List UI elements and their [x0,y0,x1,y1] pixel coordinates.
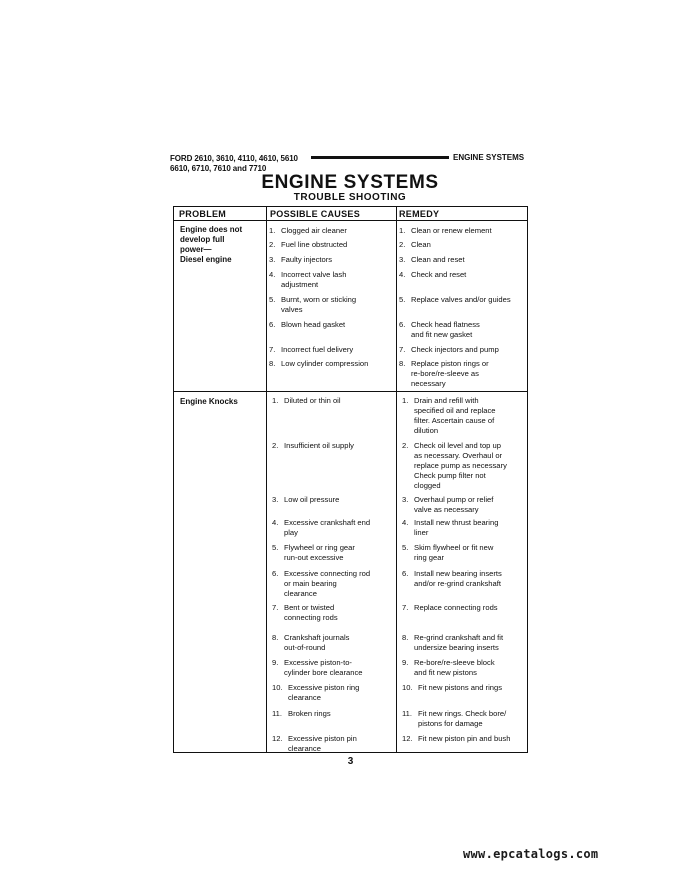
remedy-text: Clean or renew element [411,226,492,235]
header-row-divider [173,220,528,221]
remedy [402,633,503,653]
possible-cause [272,495,339,505]
remedy-number: 4. [399,270,406,279]
remedy-number: 8. [402,633,409,642]
possible-cause-text: Flywheel or ring gear run-out excessive [284,543,355,562]
possible-cause [272,441,354,451]
remedy [402,569,502,589]
remedy [399,226,492,236]
remedy-number: 3. [402,495,409,504]
possible-cause-number: 7. [269,345,276,354]
remedy-text: Fit new rings. Check bore/ pistons for damage [418,709,507,728]
possible-cause [269,359,368,369]
remedy-text: Install new thrust bearing liner [414,518,499,537]
remedy-text: Check oil level and top up as necessary. Overhaul or replace pump as necessary Check pump filter not clogged [414,441,507,490]
page-number: 3 [347,756,354,767]
page-subtitle: TROUBLE SHOOTING [293,192,407,203]
possible-cause-text: Excessive connecting rod or main bearing clearance [284,569,371,598]
remedy-text: Clean and reset [411,255,465,264]
possible-cause [269,270,346,290]
possible-cause-text: Fuel line obstructed [281,240,348,249]
remedy [399,359,489,389]
possible-cause [272,603,338,623]
possible-cause [272,709,331,719]
remedy-text: Replace connecting rods [414,603,498,612]
possible-cause-number: 7. [272,603,279,612]
possible-cause-number: 3. [272,495,279,504]
possible-cause [269,345,353,355]
remedy-text: Check and reset [411,270,467,279]
possible-cause-number: 8. [269,359,276,368]
possible-cause-text: Burnt, worn or sticking valves [281,295,357,314]
problem-label: Engine Knocks [180,397,238,406]
remedy-number: 12. [402,734,413,743]
remedy-text: Re-bore/re-sleeve block and fit new pistons [414,658,495,677]
remedy-text: Drain and refill with specified oil and replace filter. Ascertain cause of dilution [414,396,496,435]
column-header-problem: PROBLEM [179,209,227,219]
possible-cause [272,518,370,538]
possible-cause-text: Clogged air cleaner [281,226,347,235]
possible-cause-text: Bent or twisted connecting rods [284,603,338,622]
possible-cause [269,226,347,236]
possible-cause-number: 6. [272,569,279,578]
possible-cause-text: Blown head gasket [281,320,346,329]
remedy [399,320,480,340]
remedy-number: 5. [402,543,409,552]
possible-cause-text: Insufficient oil supply [284,441,354,450]
possible-cause [272,683,359,703]
remedy-number: 4. [402,518,409,527]
remedy [402,518,498,538]
remedy-number: 7. [399,345,406,354]
remedy-number: 6. [399,320,406,329]
page-title: ENGINE SYSTEMS [261,172,439,193]
possible-cause-text: Incorrect fuel delivery [281,345,354,354]
remedy [402,543,493,563]
models-line-2: 6610, 6710, 7610 and 7710 [170,164,267,173]
possible-cause-text: Excessive crankshaft end play [284,518,371,537]
remedy-number: 3. [399,255,406,264]
remedy-text: Check head flatness and fit new gasket [411,320,480,339]
remedy-number: 2. [402,441,409,450]
remedy-text: Skim flywheel or fit new ring gear [414,543,494,562]
remedy-number: 1. [399,226,406,235]
remedy-text: Re-grind crankshaft and fit undersize bearing inserts [414,633,504,652]
possible-cause-text: Low cylinder compression [281,359,369,368]
possible-cause [272,569,370,599]
possible-cause-number: 4. [269,270,276,279]
remedy-number: 1. [402,396,409,405]
column-header-causes: POSSIBLE CAUSES [270,209,361,219]
possible-cause [272,658,363,678]
possible-cause-number: 5. [272,543,279,552]
remedy [402,658,495,678]
possible-cause-text: Excessive piston ring clearance [288,683,360,702]
possible-cause-text: Diluted or thin oil [284,396,341,405]
column-divider-2 [396,206,397,753]
remedy-number: 10. [402,683,413,692]
possible-cause-number: 8. [272,633,279,642]
remedy-number: 9. [402,658,409,667]
remedy-number: 6. [402,569,409,578]
remedy-text: Overhaul pump or relief valve as necessary [414,495,494,514]
possible-cause-text: Low oil pressure [284,495,340,504]
column-header-remedy: REMEDY [399,209,440,219]
remedy-number: 7. [402,603,409,612]
remedy [399,270,466,280]
possible-cause-text: Incorrect valve lash adjustment [281,270,347,289]
remedy-number: 5. [399,295,406,304]
models-header [170,154,298,174]
remedy-text: Fit new piston pin and bush [418,734,511,743]
possible-cause [269,320,345,330]
possible-cause [272,396,341,406]
remedy-number: 2. [399,240,406,249]
remedy [399,255,465,265]
possible-cause-number: 12. [272,734,283,743]
possible-cause-number: 2. [269,240,276,249]
possible-cause-number: 9. [272,658,279,667]
remedy-text: Clean [411,240,431,249]
remedy [402,734,510,744]
problem-label: Engine does not develop full power— Diesel engine [180,225,243,264]
possible-cause-number: 1. [269,226,276,235]
possible-cause [269,295,356,315]
remedy-text: Replace valves and/or guides [411,295,511,304]
remedy [402,495,493,515]
possible-cause-text: Crankshaft journals out-of-round [284,633,350,652]
possible-cause-number: 4. [272,518,279,527]
possible-cause [272,543,355,563]
possible-cause-number: 10. [272,683,283,692]
possible-cause-number: 1. [272,396,279,405]
remedy-text: Install new bearing inserts and/or re-grind crankshaft [414,569,502,588]
possible-cause [269,240,347,250]
possible-cause-number: 6. [269,320,276,329]
possible-cause-number: 5. [269,295,276,304]
remedy-number: 8. [399,359,406,368]
remedy [399,240,431,250]
possible-cause [272,633,349,653]
remedy-number: 11. [402,709,412,718]
remedy [402,603,498,613]
possible-cause-text: Excessive piston pin clearance [288,734,357,753]
remedy [402,709,506,729]
remedy [402,683,502,693]
remedy-text: Fit new pistons and rings [418,683,502,692]
possible-cause-number: 2. [272,441,279,450]
possible-cause-text: Excessive piston-to- cylinder bore clearance [284,658,363,677]
section-divider [173,391,528,392]
remedy-text: Check injectors and pump [411,345,499,354]
possible-cause-text: Broken rings [288,709,331,718]
possible-cause [269,255,332,265]
remedy-text: Replace piston rings or re-bore/re-sleeve as necessary [411,359,489,388]
possible-cause-number: 3. [269,255,276,264]
header-rule [311,156,449,159]
watermark-url: www.epcatalogs.com [463,847,599,861]
remedy [399,295,511,305]
possible-cause-number: 11. [272,709,282,718]
models-line-1: FORD 2610, 3610, 4110, 4610, 5610 [170,154,298,163]
remedy [399,345,499,355]
remedy [402,396,495,436]
possible-cause [272,734,357,754]
section-header: ENGINE SYSTEMS [453,153,525,162]
column-divider-1 [266,206,267,753]
remedy [402,441,507,491]
possible-cause-text: Faulty injectors [281,255,333,264]
